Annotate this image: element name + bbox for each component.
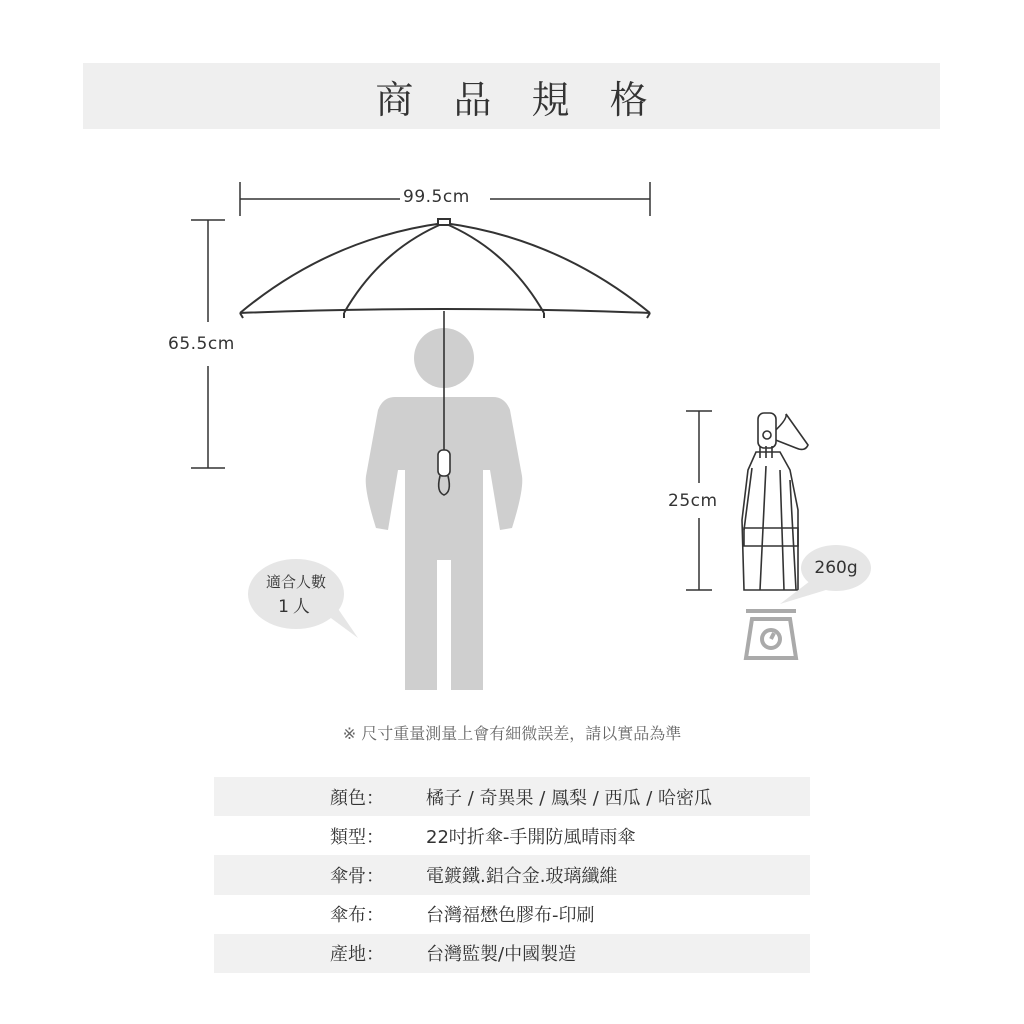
spec-value: 橘子 / 奇異果 / 鳳梨 / 西瓜 / 哈密瓜 (426, 787, 713, 809)
weight-label: 260g (814, 558, 858, 578)
scale-icon (746, 611, 796, 658)
spec-row (214, 934, 810, 973)
spec-key: 產地： (330, 944, 384, 966)
spec-row (214, 895, 810, 934)
people-bubble-count: 1人 (278, 597, 314, 617)
spec-value: 22吋折傘-手開防風晴雨傘 (426, 826, 636, 848)
spec-key: 顏色： (330, 787, 384, 809)
spec-value: 台灣監製/中國製造 (426, 944, 577, 966)
spec-key: 類型： (330, 826, 384, 848)
width-label: 99.5cm (403, 187, 470, 207)
height-label: 65.5cm (168, 334, 235, 354)
spec-row (214, 855, 810, 894)
page-title: 商 品 規 格 (375, 77, 662, 122)
spec-table (214, 777, 810, 973)
measurement-note: ※ 尺寸重量測量上會有細微誤差，請以實品為準 (342, 724, 682, 743)
people-bubble (248, 559, 344, 629)
spec-value: 台灣福懋色膠布-印刷 (426, 905, 595, 927)
people-bubble-title: 適合人數 (265, 573, 326, 591)
spec-key: 傘布： (330, 905, 384, 927)
folded-umbrella (742, 413, 808, 590)
folded-length-label: 25cm (668, 491, 718, 511)
umbrella-canopy (240, 219, 650, 318)
spec-row (214, 816, 810, 855)
spec-row (214, 777, 810, 816)
weight-bubble (801, 545, 871, 591)
spec-value: 電鍍鐵.鋁合金.玻璃纖維 (426, 865, 618, 887)
spec-key: 傘骨： (330, 865, 384, 887)
